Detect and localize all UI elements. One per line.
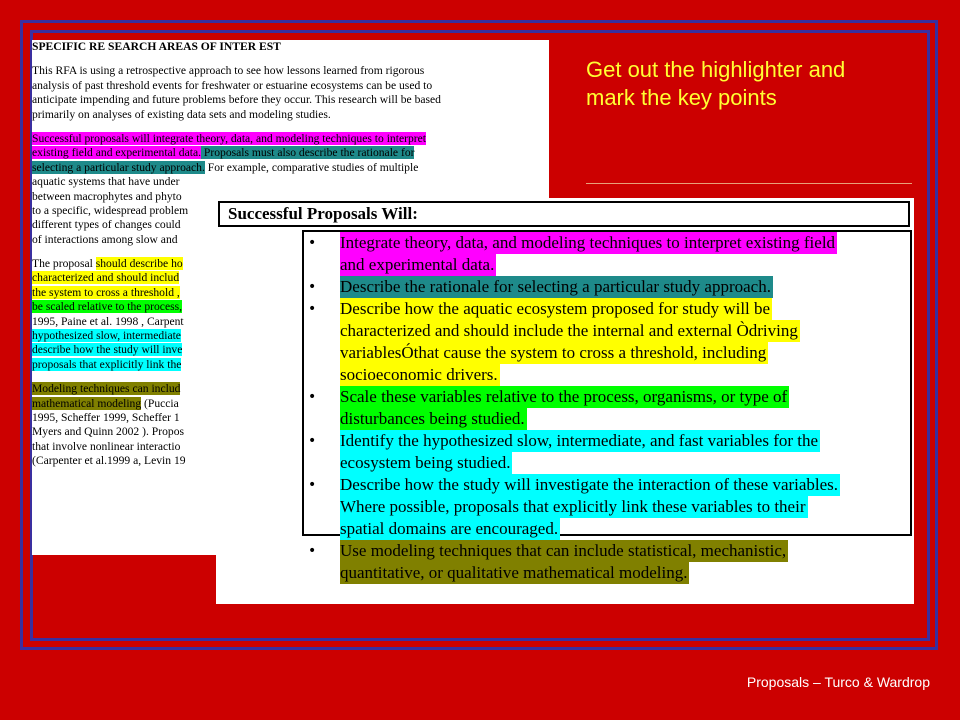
doc-text: (Carpenter et al.1999 a, Levin 19 xyxy=(32,454,186,468)
doc-text: different types of changes could xyxy=(32,218,181,232)
summary-item xyxy=(340,232,910,276)
doc-highlight-describe: the system to cross a threshold , xyxy=(32,285,180,299)
doc-para1-line: primarily on analyses of existing data sets and modeling studies. xyxy=(32,107,331,121)
summary-item-line: quantitative, or qualitative mathematical modeling. xyxy=(340,563,688,582)
summary-item-line: variablesÓthat cause the system to cross a threshold, including xyxy=(340,343,767,362)
doc-highlight-investigate: proposals that explicitly link the xyxy=(32,357,182,371)
document-title: SPECIFIC RE SEARCH AREAS OF INTER EST xyxy=(32,40,281,53)
slide-footer: Proposals – Turco & Wardrop xyxy=(746,674,930,690)
slide-heading xyxy=(586,56,926,112)
bullet-icon: • xyxy=(308,235,317,251)
summary-item-line: socioeconomic drivers. xyxy=(340,365,498,384)
slide-heading-line: Get out the highlighter and xyxy=(586,57,846,82)
summary-item xyxy=(340,298,910,386)
doc-para1-line: analysis of past threshold events for freshwater or estuarine ecosystems can be used to xyxy=(32,78,433,92)
summary-item-line: Where possible, proposals that explicitly link these variables to their xyxy=(340,497,806,516)
heading-divider xyxy=(586,183,912,184)
doc-highlight-describe: should describe ho xyxy=(95,257,183,271)
summary-item-line: Scale these variables relative to the process, organisms, or type of xyxy=(340,387,788,406)
doc-highlight-describe: characterized and should includ xyxy=(32,271,180,285)
summary-item-line: characterized and should include the internal and external Òdriving xyxy=(340,321,798,340)
doc-highlight-integrate: existing field and experimental data. xyxy=(32,146,202,160)
doc-para1-line: This RFA is using a retrospective approach to see how lessons learned from rigorous xyxy=(32,64,425,78)
summary-item-line: Describe the rationale for selecting a particular study approach. xyxy=(340,277,771,296)
bullet-icon: • xyxy=(308,279,317,295)
doc-highlight-identify: hypothesized slow, intermediate xyxy=(32,329,181,343)
doc-text: between macrophytes and phyto xyxy=(32,189,182,203)
bullet-icon: • xyxy=(308,543,317,559)
summary-item-line: Describe how the aquatic ecosystem proposed for study will be xyxy=(340,299,771,318)
doc-text: For example, comparative studies of multiple xyxy=(204,160,419,174)
doc-text: that involve nonlinear interactio xyxy=(32,439,181,453)
doc-highlight-modeling: mathematical modeling xyxy=(32,396,142,410)
bullet-icon: • xyxy=(308,301,317,317)
bullet-icon: • xyxy=(308,389,317,405)
summary-item-line: Use modeling techniques that can include statistical, mechanistic, xyxy=(340,541,787,560)
summary-item xyxy=(340,276,910,298)
bullet-icon: • xyxy=(308,433,317,449)
doc-text: 1995, Scheffer 1999, Scheffer 1 xyxy=(32,410,180,424)
summary-item xyxy=(340,474,910,540)
slide-heading-line: mark the key points xyxy=(586,85,777,110)
doc-highlight-rationale: selecting a particular study approach. xyxy=(32,160,205,174)
summary-item-line: Integrate theory, data, and modeling techniques to interpret existing field xyxy=(340,233,836,252)
doc-text: Myers and Quinn 2002 ). Propos xyxy=(32,425,184,439)
summary-item-line: spatial domains are encouraged. xyxy=(340,519,559,538)
doc-text: 1995, Paine et al. 1998 , Carpent xyxy=(32,314,184,328)
summary-item-line: disturbances being studied. xyxy=(340,409,525,428)
summary-item-line: ecosystem being studied. xyxy=(340,453,511,472)
doc-text: to a specific, widespread problem xyxy=(32,203,189,217)
summary-item-line: Describe how the study will investigate the interaction of these variables. xyxy=(340,475,839,494)
doc-highlight-modeling: Modeling techniques can includ xyxy=(32,382,181,396)
doc-text: aquatic systems that have under xyxy=(32,175,180,189)
doc-text: (Puccia xyxy=(141,396,179,410)
bullet-icon: • xyxy=(308,477,317,493)
doc-text: of interactions among slow and xyxy=(32,232,178,246)
summary-item-line: and experimental data. xyxy=(340,255,495,274)
doc-text: The proposal xyxy=(32,257,96,271)
summary-panel xyxy=(216,198,914,604)
doc-highlight-integrate: Successful proposals will integrate theory, data, and modeling techniques to interpret xyxy=(32,131,426,145)
summary-item xyxy=(340,386,910,430)
doc-highlight-rationale: Proposals must also describe the rationale for xyxy=(201,146,415,160)
summary-item-line: Identify the hypothesized slow, intermediate, and fast variables for the xyxy=(340,431,819,450)
summary-title: Successful Proposals Will: xyxy=(218,201,910,227)
summary-item xyxy=(340,540,910,584)
summary-item xyxy=(340,430,910,474)
doc-highlight-investigate: describe how the study will inve xyxy=(32,343,183,357)
doc-highlight-scale: be scaled relative to the process, xyxy=(32,300,183,314)
doc-para1-line: anticipate impending and future problems before they occur. This research will be based xyxy=(32,93,441,107)
